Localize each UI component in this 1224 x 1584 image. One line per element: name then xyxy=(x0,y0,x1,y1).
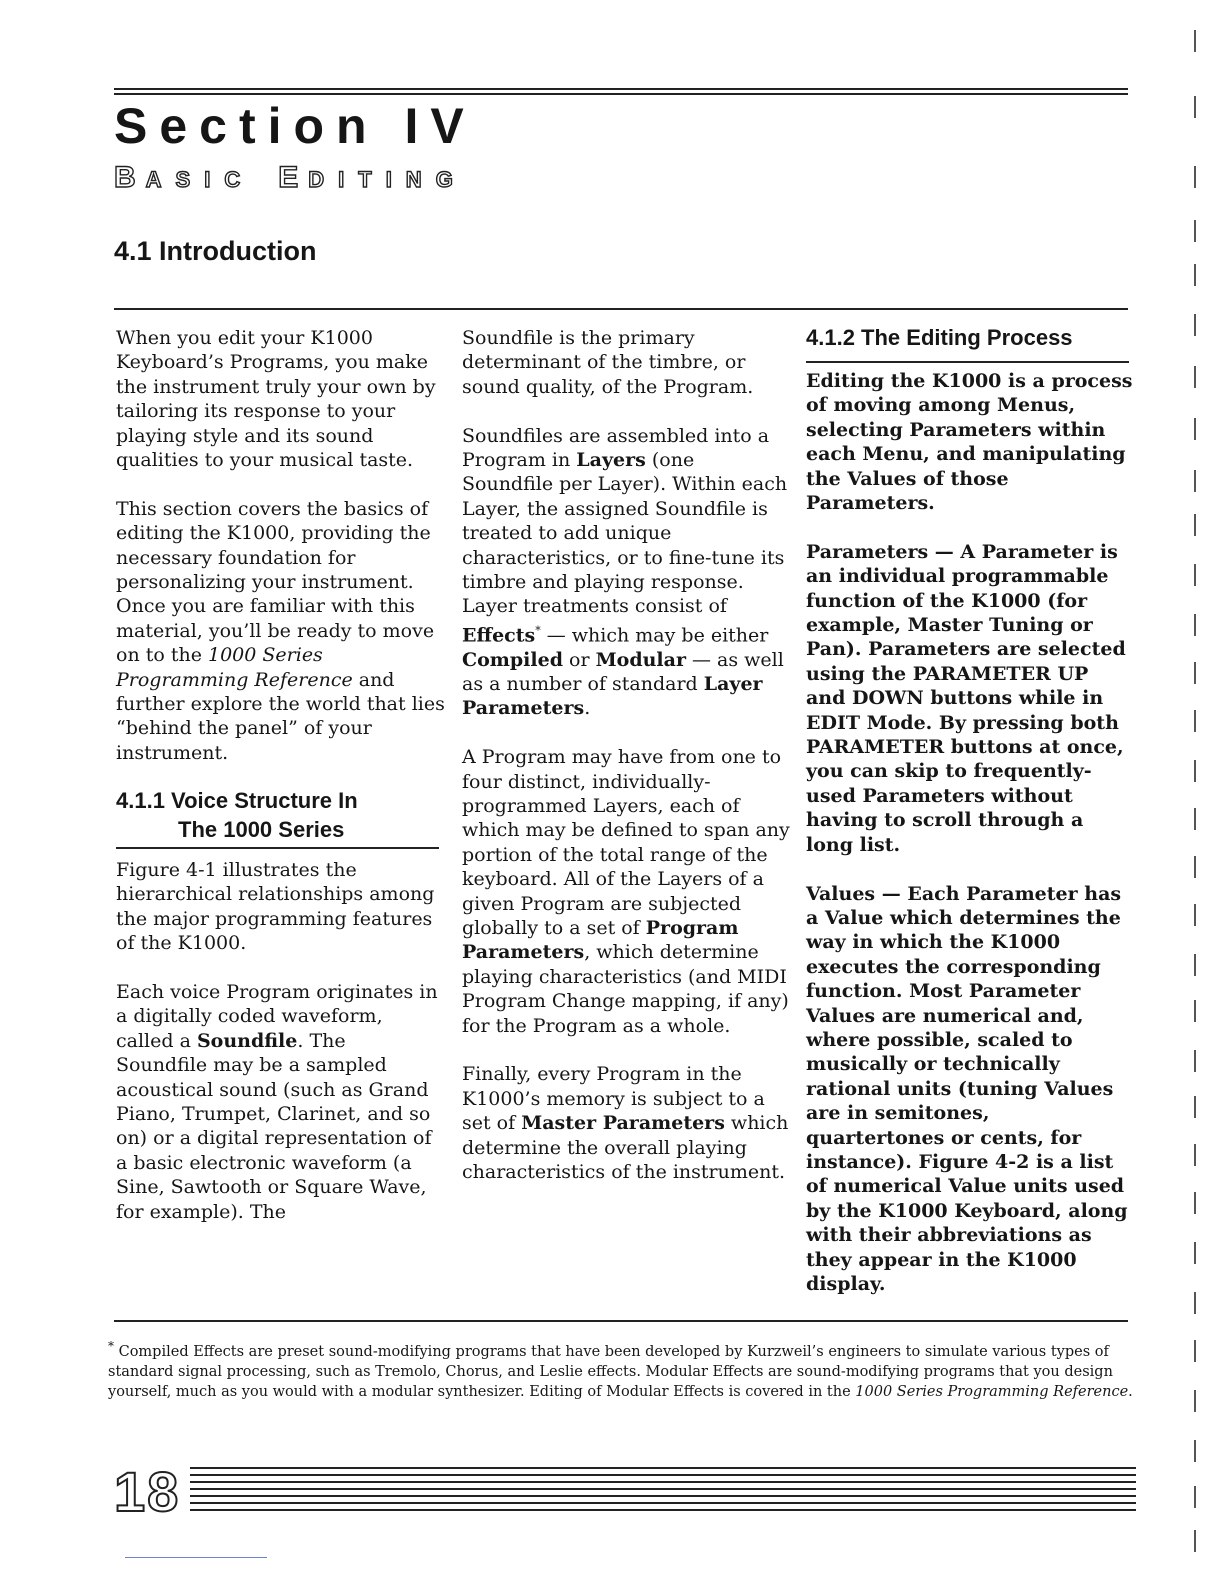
parameters-term: Parameters xyxy=(806,540,929,563)
column-1 xyxy=(116,326,446,765)
footnote-marker: * xyxy=(535,623,541,637)
scan-line xyxy=(125,1557,267,1558)
editing-process-rule xyxy=(806,361,1129,363)
col3-paragraph-2: Parameters — A Parameter is an individual programmable function of the K1000 (for example, Master Tuning or Pan). Parameters are selected using the PARAMETER UP and DOWN buttons while in EDIT Mode. By pressing both PARAMETER buttons at once, you can skip to frequently-used Parameters without having to scroll through a long list. xyxy=(806,540,1126,856)
intro-heading: 4.1 Introduction xyxy=(114,236,317,266)
voice-structure-heading: 4.1.1 Voice Structure In The 1000 Series xyxy=(116,788,358,842)
programming-reference-title: 1000 Series Programming Reference xyxy=(116,644,353,691)
section-title: Section IV xyxy=(114,98,476,154)
column-2 xyxy=(462,326,790,1185)
top-rule-2 xyxy=(114,93,1128,95)
section-subtitle: BASIC EDITING xyxy=(114,161,467,194)
col2-paragraph-3: A Program may have from one to four distinct, individually-programmed Layers, each of which may be defined to span any portion of the total range of the keyboard. All of the Layers of a given Program are subjected globally to a set of Program Parameters, which determine playing characteristics (and MIDI Program Change mapping, if any) for the Program as a whole. xyxy=(462,746,790,1037)
editing-process-heading: 4.1.2 The Editing Process xyxy=(806,325,1073,350)
margin-binder-marks xyxy=(1188,20,1218,1570)
col2-paragraph-4: Finally, every Program in the K1000’s memory is subject to a set of Master Parameters which determine the overall playing characteristics of the instrument. xyxy=(462,1063,789,1184)
col1-paragraph-3: Figure 4-1 illustrates the hierarchical relationships among the major programming features of the K1000. xyxy=(116,859,435,955)
voice-structure-rule xyxy=(116,847,439,849)
column-3 xyxy=(806,369,1134,1296)
top-rule-1 xyxy=(114,88,1128,90)
col1-paragraph-1: When you edit your K1000 Keyboard’s Programs, you make the instrument truly your own by tailoring its response to your playing style and its sound qualities to your musical taste. xyxy=(116,327,436,472)
col2-paragraph-2: Soundfiles are assembled into a Program in Layers (one Soundfile per Layer). Within each Layer, the assigned Soundfile is treated to add unique characteristics, or to fine-tune its timbre and playing response. Layer treatments consist of Effects* — which may be either Compiled or Modular — as well as a number of standard Layer Parameters. xyxy=(462,424,788,720)
col2-paragraph-1: Soundfile is the primary determinant of the timbre, or sound quality, of the Program. xyxy=(462,327,754,398)
footnote: * Compiled Effects are preset sound-modifying programs that have been developed by Kurzweil’s engineers to simulate various types of standard signal processing, such as Tremolo, Chorus, and Leslie effects. Modular Effects are sound-modifying programs that you design yourself, much as you would with a modular synthesizer. Editing of Modular Effects is covered in the 1000 Series Programming Reference. xyxy=(108,1339,1133,1400)
column-1-lower xyxy=(116,858,438,1224)
page-number: 18 xyxy=(114,1460,181,1523)
col1-paragraph-2: This section covers the basics of editing the K1000, providing the necessary foundation for personalizing your instrument. Once you are familiar with this material, you’ll be ready to move on to the 1000 Series Programming Reference and further explore the world that lies “behind the panel” of your instrument. xyxy=(116,497,445,764)
intro-rule xyxy=(114,308,1128,310)
col3-paragraph-3: Values — Each Parameter has a Value which determines the way in which the K1000 executes the corresponding function. Most Parameter Values are numerical and, where possible, scaled to musically or technically rational units (tuning Values are in semitones, quartertones or cents, for instance). Figure 4-2 is a list of numerical Value units used by the K1000 Keyboard, along with their abbreviations as they appear in the K1000 display. xyxy=(806,882,1128,1295)
values-term: Values xyxy=(806,882,876,905)
col3-paragraph-1: Editing the K1000 is a process of moving among Menus, selecting Parameters within each Menu, and manipulating the Values of those Parameters. xyxy=(806,370,1133,515)
col1-paragraph-4: Each voice Program originates in a digitally coded waveform, called a Soundfile. The Soundfile may be a sampled acoustical sound (such as Grand Piano, Trumpet, Clarinet, and so on) or a digital representation of a basic electronic waveform (a Sine, Sawtooth or Square Wave, for example). The xyxy=(116,981,438,1223)
footnote-rule xyxy=(114,1320,1128,1322)
